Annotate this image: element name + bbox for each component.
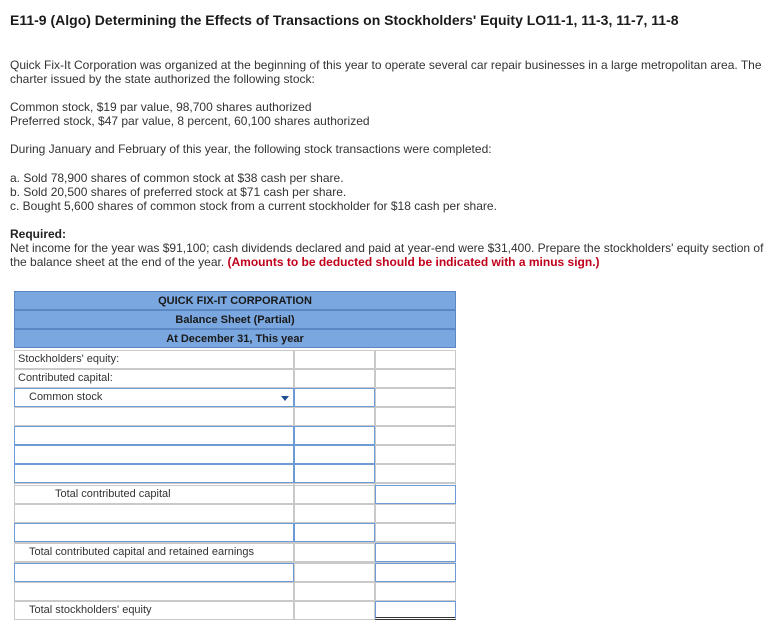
table-row	[14, 523, 456, 542]
account-select-value: Common stock	[29, 391, 103, 403]
static-cell	[294, 407, 375, 426]
static-cell	[375, 388, 456, 407]
required-text	[10, 241, 775, 269]
transactions-intro: During January and February of this year, the following stock transactions were completed:	[10, 142, 492, 156]
transaction-c: c. Bought 5,600 shares of common stock from a current stockholder for $18 cash per share.	[10, 199, 497, 213]
transaction-b: b. Sold 20,500 shares of preferred stock at $71 cash per share.	[10, 185, 347, 199]
static-cell	[294, 369, 375, 388]
table-row	[14, 485, 456, 504]
amount-input-2[interactable]	[294, 426, 375, 445]
intro-paragraph: Quick Fix-It Corporation was organized at the beginning of this year to operate several car repair businesses in a large metropolitan area. The charter issued by the state authorized the following stock:	[10, 58, 762, 86]
amount-input-4[interactable]	[294, 464, 375, 483]
balance-sheet-table	[14, 291, 456, 621]
static-cell	[375, 445, 456, 464]
static-cell	[294, 485, 375, 504]
required-instructions: Net income for the year was $91,100; cash dividends declared and paid at year-end were $31,400. Prepare the stockholders' equity section of the balance sheet at the end of the year.	[10, 241, 764, 269]
contributed-capital-label: Contributed capital:	[14, 369, 294, 388]
transactions-list	[10, 171, 497, 213]
table-row	[14, 504, 456, 523]
static-cell	[375, 350, 456, 369]
static-cell	[375, 504, 456, 523]
preferred-stock-line: Preferred stock, $47 par value, 8 percent, 60,100 shares authorized	[10, 114, 370, 128]
total-contributed-capital-label: Total contributed capital	[14, 485, 294, 504]
static-cell	[375, 523, 456, 542]
table-row	[14, 369, 456, 388]
static-cell	[375, 426, 456, 445]
table-row	[14, 563, 456, 582]
table-row	[14, 464, 456, 483]
table-row	[14, 350, 456, 369]
total-stockholders-equity-label: Total stockholders' equity	[14, 601, 294, 620]
account-select-5[interactable]	[14, 523, 294, 542]
static-cell	[375, 407, 456, 426]
account-select-2[interactable]	[14, 426, 294, 445]
static-cell	[375, 369, 456, 388]
amount-input-1[interactable]	[294, 388, 375, 407]
stock-authorization	[10, 100, 370, 128]
table-row	[14, 543, 456, 562]
static-cell	[294, 563, 375, 582]
table-row	[14, 582, 456, 601]
total-contributed-retained-input[interactable]	[375, 543, 456, 562]
account-select-1[interactable]	[14, 388, 294, 407]
question-title: E11-9 (Algo) Determining the Effects of Transactions on Stockholders' Equity LO11-1, 11-3, 11-7, 11-8	[10, 12, 679, 28]
statement-name: Balance Sheet (Partial)	[14, 310, 456, 329]
total-contributed-capital-input[interactable]	[375, 485, 456, 504]
total-stockholders-equity-input[interactable]	[375, 601, 456, 620]
account-select-3[interactable]	[14, 445, 294, 464]
company-name: QUICK FIX-IT CORPORATION	[14, 291, 456, 310]
static-cell	[375, 582, 456, 601]
amount-input-3[interactable]	[294, 445, 375, 464]
table-row	[14, 426, 456, 445]
account-select-4[interactable]	[14, 464, 294, 483]
transaction-a: a. Sold 78,900 shares of common stock at $38 cash per share.	[10, 171, 344, 185]
stockholders-equity-label: Stockholders' equity:	[14, 350, 294, 369]
static-cell	[294, 543, 375, 562]
chevron-down-icon[interactable]	[281, 396, 289, 401]
table-row	[14, 407, 456, 426]
static-cell	[294, 601, 375, 620]
required-label: Required:	[10, 227, 67, 241]
amount-input-6[interactable]	[375, 563, 456, 582]
statement-date: At December 31, This year	[14, 329, 456, 348]
static-cell	[375, 464, 456, 483]
static-cell	[294, 504, 375, 523]
static-cell	[294, 582, 375, 601]
table-row	[14, 445, 456, 464]
static-cell	[14, 504, 294, 523]
table-row	[14, 601, 456, 620]
static-cell	[14, 582, 294, 601]
account-select-6[interactable]	[14, 563, 294, 582]
static-cell	[294, 350, 375, 369]
amount-input-5[interactable]	[294, 523, 375, 542]
minus-sign-note: (Amounts to be deducted should be indicated with a minus sign.)	[227, 255, 600, 269]
common-stock-line: Common stock, $19 par value, 98,700 shares authorized	[10, 100, 312, 114]
table-row	[14, 388, 456, 407]
static-cell	[14, 407, 294, 426]
total-contributed-retained-label: Total contributed capital and retained earnings	[14, 543, 294, 562]
